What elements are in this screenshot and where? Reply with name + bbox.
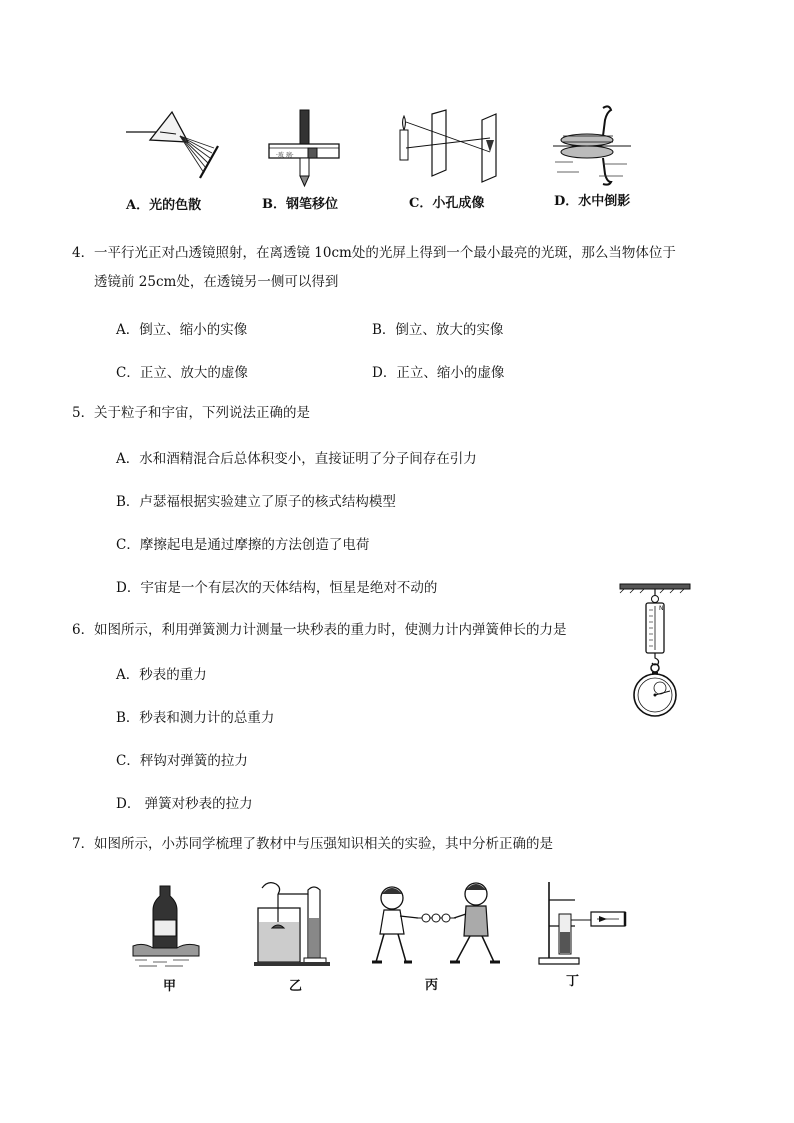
q7-caption-ding: 丁 (566, 974, 580, 989)
option-a: A．秒表的重力 (116, 667, 207, 683)
question-number: 5． (72, 405, 95, 421)
pen-glass-figure (266, 108, 342, 188)
syringe-stand-figure (535, 880, 631, 966)
scale-unit-label: N (659, 605, 664, 612)
svg-text:·玻 璃·: ·玻 璃· (276, 152, 294, 159)
q7-caption-bing: 丙 (425, 978, 439, 993)
option-a: A．倒立、缩小的实像 (116, 322, 248, 338)
question-text-line: 一平行光正对凸透镜照射，在离透镜 10cm处的光屏上得到一个最小最亮的光斑，那么当物体位于 (94, 245, 676, 261)
water-reflection-figure (553, 102, 633, 188)
spring-scale-stopwatch-figure (618, 584, 692, 720)
q7-caption-yi: 乙 (289, 979, 303, 994)
q3-caption-d: D．水中倒影 (554, 194, 631, 209)
question-text-line: 如图所示，利用弹簧测力计测量一块秒表的重力时，使测力计内弹簧伸长的力是 (94, 622, 567, 638)
liquid-pressure-gauge-figure (254, 878, 338, 970)
option-c: C．秤钩对弹簧的拉力 (116, 753, 248, 769)
option-d: D．宇宙是一个有层次的天体结构，恒星是绝对不动的 (116, 580, 438, 596)
q3-caption-c: C．小孔成像 (409, 196, 485, 211)
question-number: 7． (72, 836, 95, 852)
option-d: D． 弹簧对秒表的拉力 (116, 796, 253, 812)
question-text-line: 关于粒子和宇宙，下列说法正确的是 (94, 405, 310, 421)
question-number: 6． (72, 622, 95, 638)
option-d: D．正立、缩小的虚像 (372, 365, 505, 381)
option-b: B．卢瑟福根据实验建立了原子的核式结构模型 (116, 494, 396, 510)
question-number: 4． (72, 245, 95, 261)
option-c: C．正立、放大的虚像 (116, 365, 248, 381)
question-text-line: 透镜前 25cm处，在透镜另一侧可以得到 (94, 274, 339, 290)
magdeburg-hemispheres-figure (370, 880, 502, 972)
option-b: B．秒表和测力计的总重力 (116, 710, 275, 726)
pinhole-figure (396, 108, 508, 186)
q3-caption-b: B．钢笔移位 (262, 197, 338, 212)
option-c: C．摩擦起电是通过摩擦的方法创造了电荷 (116, 537, 370, 553)
bottle-on-sponge-figure (133, 884, 199, 968)
option-b: B．倒立、放大的实像 (372, 322, 504, 338)
question-text-line: 如图所示，小苏同学梳理了教材中与压强知识相关的实验，其中分析正确的是 (94, 836, 553, 852)
option-a: A．水和酒精混合后总体积变小，直接证明了分子间存在引力 (116, 451, 477, 467)
q7-caption-jia: 甲 (163, 979, 177, 994)
prism-dispersion-figure (124, 110, 224, 185)
q3-caption-a: A．光的色散 (126, 198, 202, 213)
